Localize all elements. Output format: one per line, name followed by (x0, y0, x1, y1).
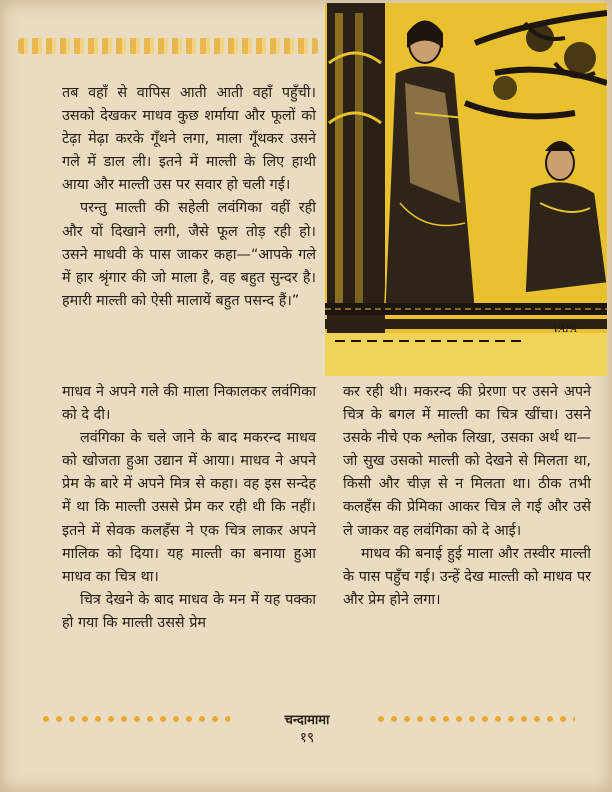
paragraph: कर रही थी। मकरन्द की प्रेरणा पर उसने अपने चित्र के बगल में माल्ती का चित्र खींचा। उसने उसके नीचे एक श्लोक लिखा, उसका अर्थ था—जो सुख उसको माल्ती को देखने से मिलता था, किसी और चीज़ से न मिलता था। ठीक तभी कलहँस की प्रेमिका आकर चित्र ले गई और उसे ले जाकर वह लवंगिका को दे आई। (343, 384, 591, 539)
paragraph: माधव ने अपने गले की माला निकालकर लवंगिका को दे दी। (62, 384, 316, 424)
page-number: १९ (299, 730, 315, 746)
paragraph: माधव की बनाई हुई माला और तस्वीर माल्ती के पास पहुँच गई। उन्हें देख माल्ती को माधव पर और प्रेम होने लगा। (343, 545, 591, 608)
text-column-top (62, 82, 316, 313)
magazine-name: चन्दामामा (284, 713, 330, 728)
text-column-right (343, 381, 591, 612)
text-column-left (62, 381, 316, 635)
paragraph: तब वहाँ से वापिस आती आती वहाँ पहुँची। उसको देखकर माधव कुछ शर्माया और फूलों को टेढ़ा मेढ़ा करके गूँथने लगा, माला गूँथकर उसने गले में डाल ली। इतने में माल्ती के लिए हाथी आया और माल्ती उस पर सवार हो चली गई। (62, 85, 316, 194)
paragraph: चित्र देखने के बाद माधव के मन में यह पक्का हो गया कि माल्ती उससे प्रेम (62, 591, 316, 631)
illustration-image (325, 3, 607, 376)
paragraph: लवंगिका के चले जाने के बाद मकरन्द माधव को खोजता हुआ उद्यान में आया। माधव ने अपने प्रेम के बारे में अपने मित्र से कहा। वह इस सन्देह में था कि माल्ती उससे प्रेम कर रही थी कि नहीं। इतने में सेवक कलहँस ने एक चित्र लाकर अपने मालिक को दिया। यह माल्ती का बनाया हुआ माधव का चित्र था। (62, 430, 316, 585)
artist-signature: VAPA (553, 325, 578, 335)
top-ornament-strip (18, 38, 318, 54)
footer-ornament-left (40, 713, 230, 725)
paragraph: परन्तु माल्ती की सहेली लवंगिका वहीं रही और यों दिखाने लगी, जैसे फूल तोड़ रही हो। उसने माधवी के पास जाकर कहा—“आपके गले में हार श्रृंगार की जो माला है, वह बहुत सुन्दर है। हमारी माल्ती को ऐसी मालायें बहुत पसन्द हैं।” (62, 200, 316, 309)
footer-ornament-right (375, 713, 575, 725)
story-illustration (325, 3, 607, 376)
